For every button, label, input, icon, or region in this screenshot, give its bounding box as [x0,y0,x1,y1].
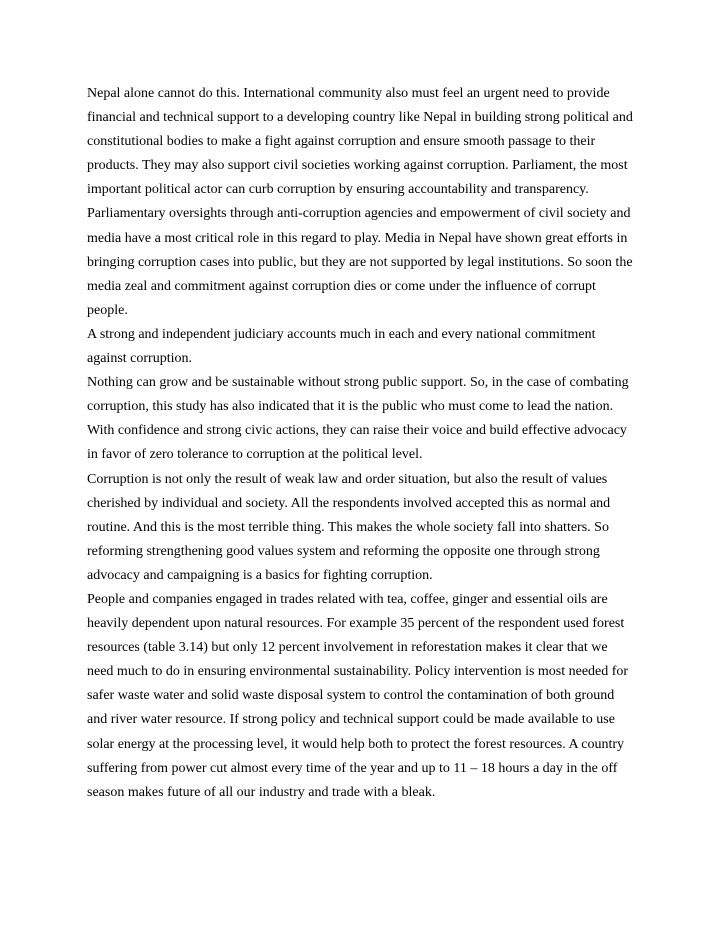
text-line: important political actor can curb corruption by ensuring accountability and transparency. [87,182,589,198]
text-line: need much to do in ensuring environmental sustainability. Policy intervention is most needed for [87,664,629,680]
text-line: corruption, this study has also indicated that it is the public who must come to lead the nation. [87,399,614,415]
paragraph-values [87,468,657,588]
text-line: reforming strengthening good values system and reforming the opposite one through strong [87,543,600,559]
text-line: products. They may also support civil societies working against corruption. Parliament, the most [87,158,628,174]
text-line: constitutional bodies to make a fight against corruption and ensure smooth passage to their [87,134,596,150]
text-line: season makes future of all our industry and trade with a bleak. [87,784,436,800]
paragraph-international-support [87,82,657,323]
text-line: heavily dependent upon natural resources. For example 35 percent of the respondent used forest [87,616,625,632]
text-line: Parliamentary oversights through anti-corruption agencies and empowerment of civil society and [87,206,631,222]
text-line: financial and technical support to a developing country like Nepal in building strong political and [87,110,633,126]
text-line: Nepal alone cannot do this. International community also must feel an urgent need to provide [87,86,610,101]
text-line: Nothing can grow and be sustainable without strong public support. So, in the case of combating [87,375,629,391]
paragraph-judiciary [87,323,657,371]
text-line: A strong and independent judiciary accounts much in each and every national commitment [87,326,596,342]
text-line: safer waste water and solid waste disposal system to control the contamination of both ground [87,688,615,704]
text-line: and river water resource. If strong policy and technical support could be made available to use [87,712,615,728]
text-line: routine. And this is the most terrible thing. This makes the whole society fall into shatters. So [87,519,609,535]
paragraph-natural-resources [87,588,657,805]
text-line: media have a most critical role in this regard to play. Media in Nepal have shown great efforts in [87,230,628,246]
text-line: solar energy at the processing level, it would help both to protect the forest resources. A country [87,736,625,752]
body-text [87,82,657,805]
text-line: suffering from power cut almost every time of the year and up to 11 – 18 hours a day in the off [87,760,618,776]
text-line: resources (table 3.14) but only 12 percent involvement in reforestation makes it clear that we [87,640,608,656]
text-line: bringing corruption cases into public, but they are not supported by legal institutions. So soon the [87,254,633,270]
text-line: media zeal and commitment against corruption dies or come under the influence of corrupt [87,278,596,294]
text-line: Corruption is not only the result of weak law and order situation, but also the result of values [87,471,608,487]
text-line: People and companies engaged in trades related with tea, coffee, ginger and essential oils are [87,591,608,607]
text-line: against corruption. [87,351,192,367]
text-line: people. [87,302,128,318]
text-line: With confidence and strong civic actions, they can raise their voice and build effective advocacy [87,423,627,439]
paragraph-public-support [87,371,657,467]
text-line: cherished by individual and society. All the respondents involved accepted this as normal and [87,495,611,511]
text-line: in favor of zero tolerance to corruption at the political level. [87,447,423,463]
text-line: advocacy and campaigning is a basics for fighting corruption. [87,567,433,583]
